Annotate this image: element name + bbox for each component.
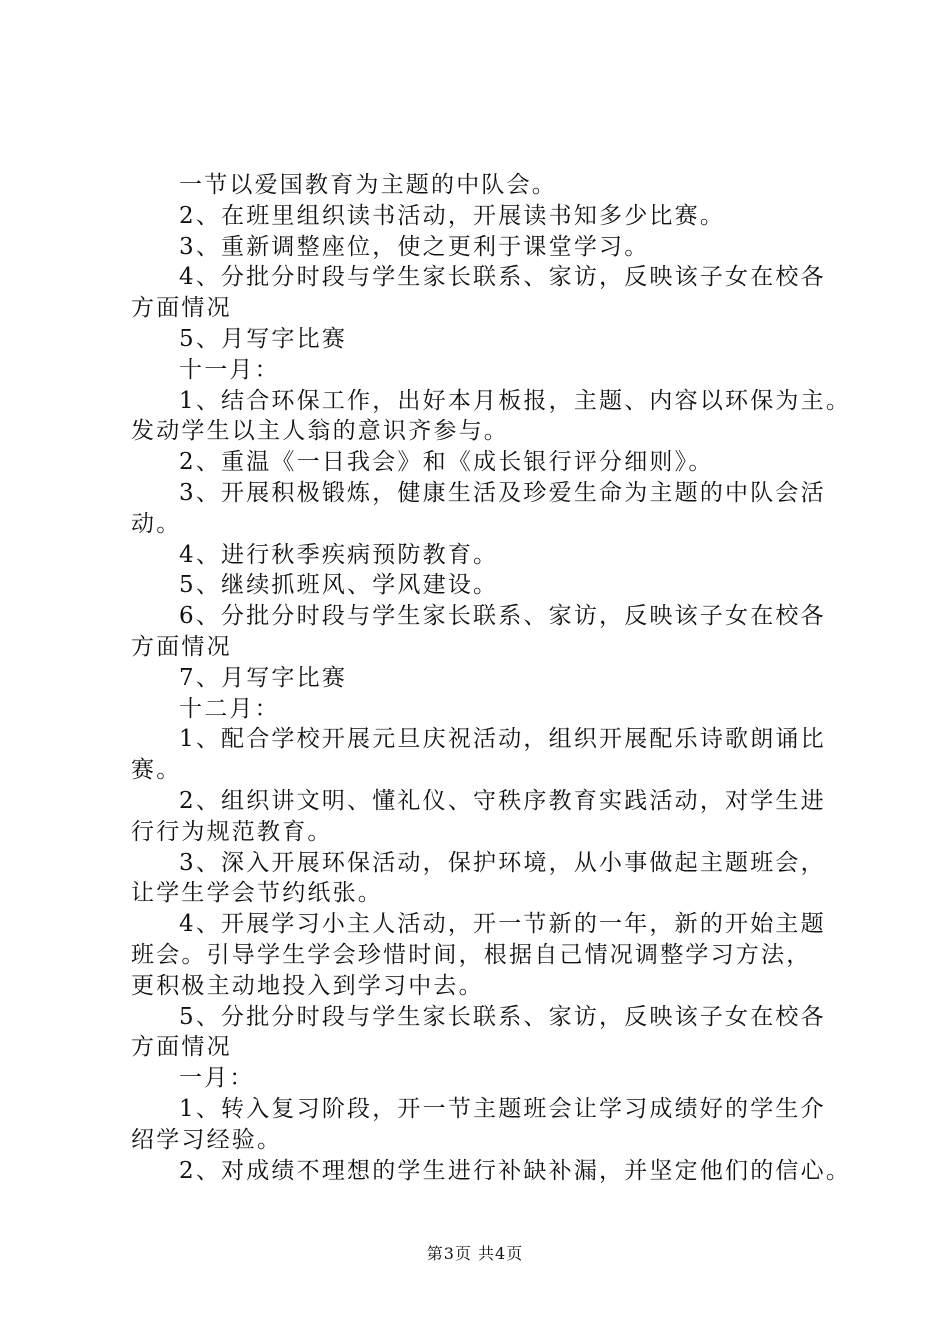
text-line: 6、分批分时段与学生家长联系、家访，反映该子女在校各 <box>179 603 826 630</box>
document-body <box>131 170 871 1186</box>
text-line: 十二月： <box>179 695 280 722</box>
text-line: 一节以爱国教育为主题的中队会。 <box>179 172 557 198</box>
text-line: 3、深入开展环保活动，保护环境，从小事做起主题班会， <box>179 849 826 876</box>
text-line: 5、继续抓班风、学风建设。 <box>179 572 499 599</box>
text-line: 一月： <box>179 1065 255 1092</box>
text-line: 3、重新调整座位，使之更利于课堂学习。 <box>179 233 650 260</box>
text-line: 动。 <box>131 510 182 537</box>
text-line: 十一月： <box>179 356 280 383</box>
text-line: 赛。 <box>131 757 182 784</box>
text-line: 2、在班里组织读书活动，开展读书知多少比赛。 <box>179 202 726 229</box>
text-line: 班会。引导学生学会珍惜时间，根据自己情况调整学习方法， <box>131 941 812 968</box>
text-line: 4、进行秋季疾病预防教育。 <box>179 541 499 568</box>
text-line: 绍学习经验。 <box>131 1126 283 1153</box>
text-line: 2、重温《一日我会》和《成长银行评分细则》。 <box>179 449 714 476</box>
text-line: 2、对成绩不理想的学生进行补缺补漏，并坚定他们的信心。 <box>179 1157 852 1184</box>
text-line: 3、开展积极锻炼，健康生活及珍爱生命为主题的中队会活 <box>179 479 826 506</box>
text-line: 更积极主动地投入到学习中去。 <box>131 972 484 999</box>
text-line: 2、组织讲文明、懂礼仪、守秩序教育实践活动，对学生进 <box>179 787 826 814</box>
text-line: 7、月写字比赛 <box>179 664 348 691</box>
text-line: 发动学生以主人翁的意识齐参与。 <box>131 418 509 445</box>
text-line: 方面情况 <box>131 295 232 322</box>
text-line: 4、分批分时段与学生家长联系、家访，反映该子女在校各 <box>179 264 826 291</box>
text-line: 方面情况 <box>131 633 232 660</box>
text-line: 1、结合环保工作，出好本月板报，主题、内容以环保为主。 <box>179 387 852 414</box>
text-line: 让学生学会节约纸张。 <box>131 880 383 907</box>
page-number-footer: 第3页 共4页 <box>426 1244 524 1263</box>
text-line: 5、月写字比赛 <box>179 325 348 352</box>
text-line: 5、分批分时段与学生家长联系、家访，反映该子女在校各 <box>179 1003 826 1030</box>
text-line: 1、配合学校开展元旦庆祝活动，组织开展配乐诗歌朗诵比 <box>179 726 826 753</box>
text-line: 行行为规范教育。 <box>131 818 333 845</box>
text-line: 方面情况 <box>131 1034 232 1061</box>
text-line: 4、开展学习小主人活动，开一节新的一年，新的开始主题 <box>179 911 826 938</box>
text-line: 1、转入复习阶段，开一节主题班会让学习成绩好的学生介 <box>179 1095 826 1122</box>
